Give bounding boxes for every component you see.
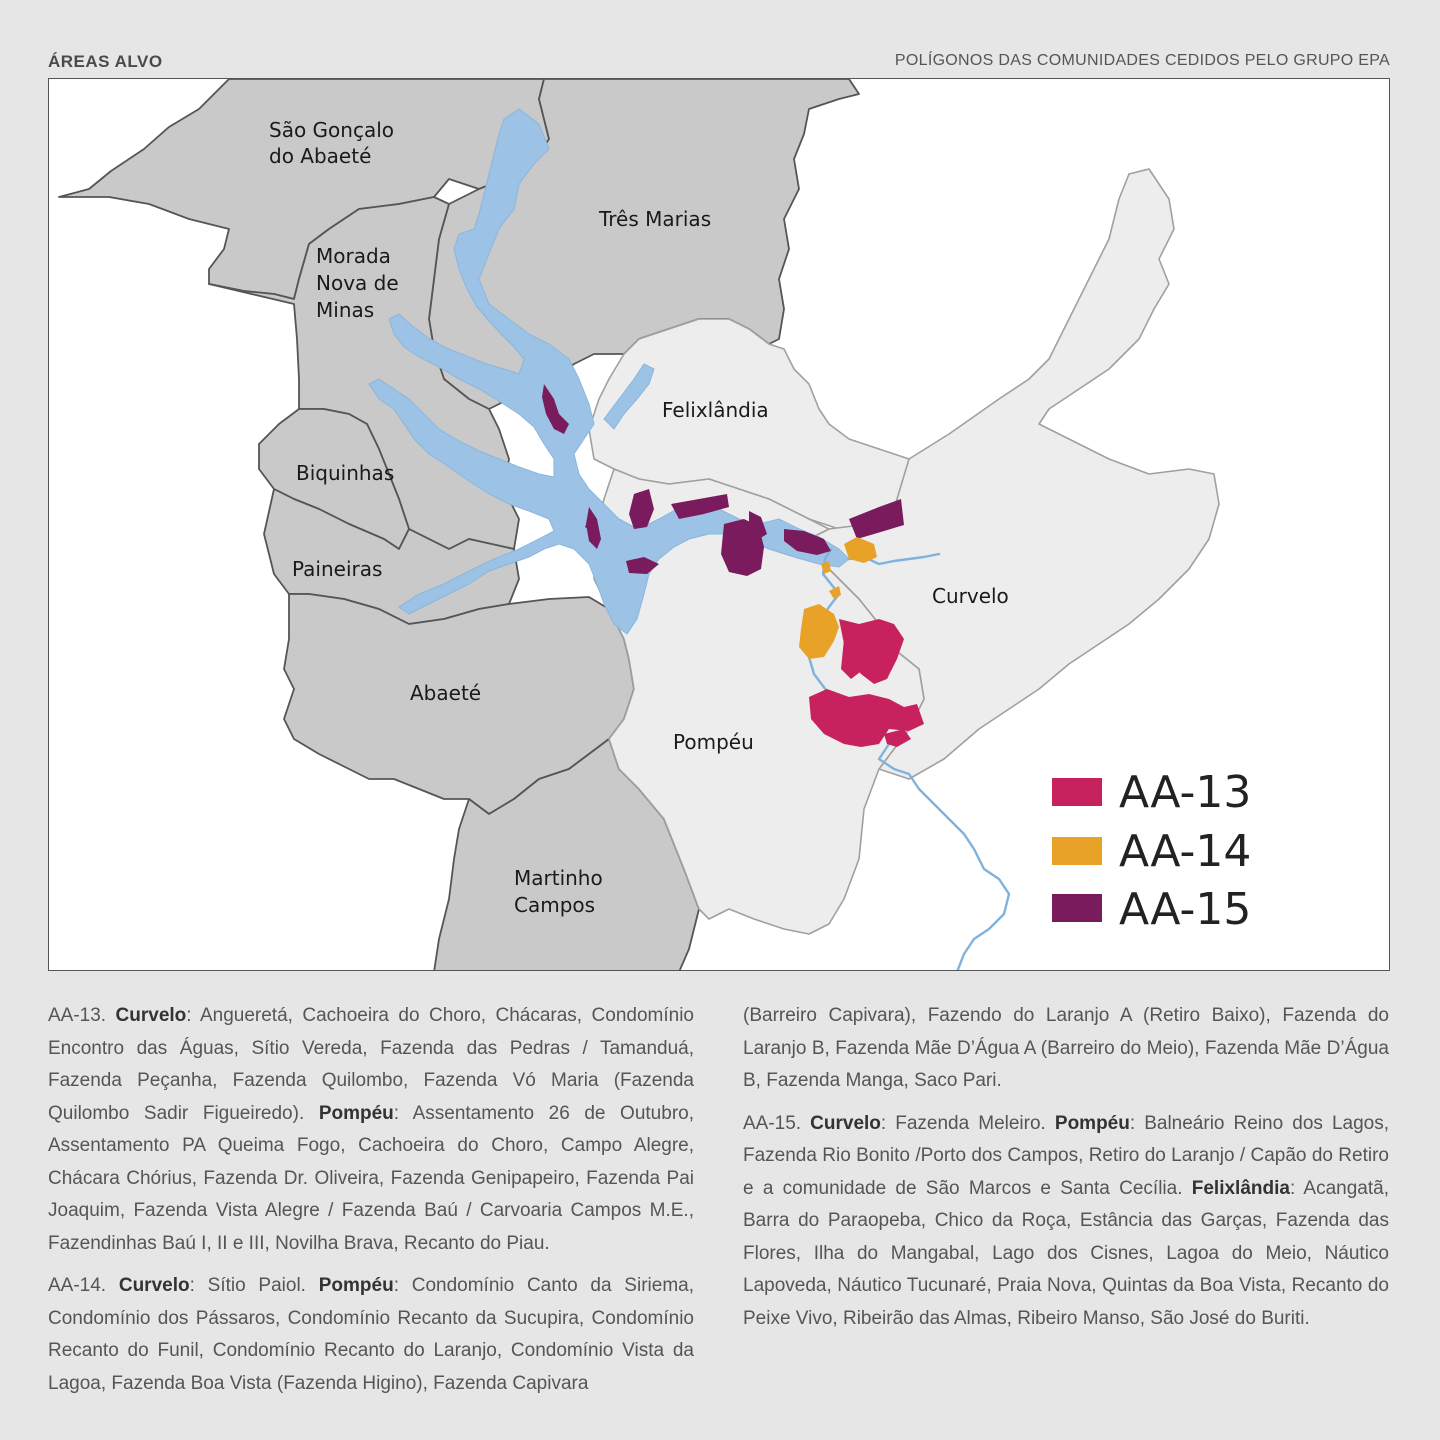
- legend-label-aa15: AA-15: [1119, 884, 1252, 935]
- description-aa13: [48, 1000, 694, 1260]
- description-aa15: [743, 1108, 1389, 1336]
- legend-swatch-aa13: [1052, 778, 1102, 806]
- page-title: ÁREAS ALVO: [48, 52, 163, 71]
- aa13-city-curvelo: Curvelo: [115, 1005, 187, 1026]
- aa15-city-curvelo: Curvelo: [810, 1112, 881, 1134]
- aa14-city-curvelo: Curvelo: [118, 1275, 190, 1296]
- aa14-code: AA-14.: [48, 1275, 119, 1296]
- legend-label-aa14: AA-14: [1119, 826, 1252, 877]
- aa13-pompeu-list: : Assentamento 26 de Outubro, Assentamento PA Queima Fogo, Cachoeira do Choro, Campo Alegre, Chácara Chórius, Fazenda Dr. Oliveira, Fazenda Genipapeiro, Fazenda Pai Joaquim, Fazenda Vista Alegre / Fazenda Baú / Carvoaria Campos M.E., Fazendinhas Baú I, II e III, Novilha Brava, Recanto do Piau.: [48, 1102, 694, 1254]
- aa13-code: AA-13.: [48, 1005, 116, 1026]
- label-morada-nova: Minas: [316, 298, 375, 322]
- label-curvelo: Curvelo: [932, 584, 1009, 608]
- description-aa14-start: [48, 1270, 694, 1400]
- label-martinho-campos: Campos: [514, 893, 596, 917]
- aa14-pompeu-list-part2: (Barreiro Capivara), Fazendo do Laranjo A (Retiro Baixo), Fazenda do Laranjo B, Fazenda Mãe D’Água A (Barreiro do Meio), Fazenda Mãe D’Água B, Fazenda Manga, Saco Pari.: [743, 1005, 1389, 1091]
- aa15-code: AA-15.: [743, 1112, 811, 1134]
- legend-swatch-aa14: [1052, 837, 1102, 865]
- label-martinho-campos: Martinho: [514, 866, 603, 890]
- aa13-city-pompeu: Pompéu: [318, 1102, 394, 1124]
- label-sao-goncalo: São Gonçalo: [269, 118, 394, 142]
- aa15-curvelo-list: : Fazenda Meleiro.: [880, 1112, 1055, 1134]
- label-morada-nova: Nova de: [316, 271, 399, 295]
- legend-label-aa13: AA-13: [1119, 767, 1252, 818]
- aa15-felixlandia-list: : Acangatã, Barra do Paraopeba, Chico da Roça, Estância das Garças, Fazenda das Flores, Ilha do Mangabal, Lago dos Cisnes, Lagoa do Meio, Náutico Lapoveda, Náutico Tucunaré, Praia Nova, Quintas da Boa Vista, Recanto do Peixe Vivo, Ribeirão das Almas, Ribeiro Manso, São José do Buriti.: [743, 1177, 1390, 1329]
- legend-swatch-aa15: [1052, 894, 1102, 922]
- label-morada-nova: Morada: [316, 244, 391, 268]
- aa14-city-pompeu: Pompéu: [318, 1275, 394, 1296]
- label-abaete: Abaeté: [410, 681, 482, 705]
- description-aa14-continued: [743, 1000, 1389, 1098]
- label-tres-marias: Três Marias: [599, 207, 712, 231]
- map-svg: [49, 79, 1390, 971]
- description-column-left: [48, 1000, 694, 1410]
- aa15-pompeu-list: : Balneário Reino dos Lagos, Fazenda Rio Bonito /Porto dos Campos, Retiro do Laranjo / Capão do Retiro e a comunidade de São Marcos e Santa Cecília.: [743, 1112, 1389, 1199]
- label-sao-goncalo: do Abaeté: [269, 144, 372, 168]
- label-biquinhas: Biquinhas: [296, 461, 395, 485]
- description-column-right: [743, 1000, 1389, 1345]
- legend: [1052, 767, 1251, 935]
- map-frame: [48, 78, 1390, 971]
- aa14-curvelo-list: : Sítio Paiol.: [189, 1275, 319, 1296]
- label-felixlandia: Felixlândia: [662, 398, 769, 422]
- aa15-city-pompeu: Pompéu: [1054, 1112, 1130, 1134]
- aa15-city-felixlandia: Felixlândia: [1191, 1177, 1290, 1199]
- aa13-curvelo-list: : Anguеretá, Cachoeira do Choro, Chácaras, Condomínio Encontro das Águas, Sítio Vereda, Fazenda das Pedras / Tamanduá, Fazenda Peçanha, Fazenda Quilombo, Fazenda Vó Maria (Fazenda Quilombo Sadir Figueiredo).: [48, 1005, 694, 1124]
- label-pompeu: Pompéu: [673, 730, 754, 754]
- aa14-pompeu-list-part1: : Condomínio Canto da Siriema, Condomínio dos Pássaros, Condomínio Recanto da Sucupira, Condomínio Recanto do Funil, Condomínio Recanto do Laranjo, Condomínio Vista da Lagoa, Fazenda Boa Vista (Fazenda Higino), Fazenda Capivara: [48, 1275, 694, 1394]
- label-paineiras: Paineiras: [292, 557, 383, 581]
- source-note: POLÍGONOS DAS COMUNIDADES CEDIDOS PELO GRUPO EPA: [894, 52, 1390, 69]
